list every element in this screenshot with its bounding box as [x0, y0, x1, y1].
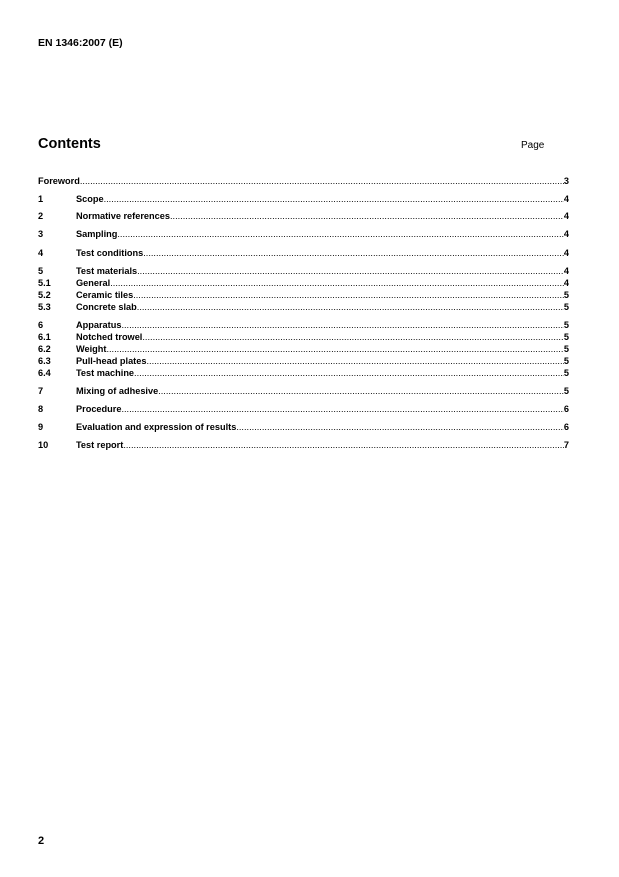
toc-entry[interactable] — [38, 332, 569, 343]
toc-entry[interactable] — [38, 320, 569, 331]
toc-entry-number: 5.1 — [38, 278, 51, 288]
toc-entry-number: 4 — [38, 248, 44, 258]
page-column-label: Page — [521, 140, 545, 151]
toc-entry[interactable] — [38, 266, 569, 277]
toc-entry-page: 4 — [563, 266, 569, 276]
toc-entry[interactable] — [38, 440, 569, 451]
toc-leader — [143, 248, 564, 259]
toc-leader — [121, 404, 563, 415]
toc-entry-number: 5.2 — [38, 290, 51, 300]
toc-leader — [106, 344, 563, 355]
toc-leader — [133, 290, 564, 301]
toc-entry-page: 5 — [563, 356, 569, 366]
toc-entry-page: 4 — [563, 248, 569, 258]
toc-entry-label[interactable]: Apparatus — [76, 320, 122, 330]
toc-leader — [104, 194, 564, 205]
toc-entry-page: 4 — [563, 229, 569, 239]
toc-entry-number: 3 — [38, 229, 44, 239]
toc-entry-label[interactable]: Test conditions — [76, 248, 144, 258]
toc-entry-label[interactable]: Pull-head plates — [76, 356, 147, 366]
toc-entry-number: 5.3 — [38, 302, 51, 312]
toc-entry-label[interactable]: Weight — [76, 344, 107, 354]
toc-entry[interactable] — [38, 386, 569, 397]
toc-entry[interactable] — [38, 211, 569, 222]
toc-leader — [142, 332, 564, 343]
toc-entry[interactable] — [38, 302, 569, 313]
toc-leader — [121, 320, 563, 331]
toc-entry-label[interactable]: Sampling — [76, 229, 118, 239]
toc-leader — [123, 440, 564, 451]
toc-entry[interactable] — [38, 368, 569, 379]
toc-leader — [236, 422, 564, 433]
toc-entry-page: 7 — [563, 440, 569, 450]
toc-entry-page: 3 — [563, 176, 569, 186]
toc-entry-label[interactable]: Evaluation and expression of results — [76, 422, 237, 432]
toc-entry-label[interactable]: Notched trowel — [76, 332, 143, 342]
toc-entry-number: 10 — [38, 440, 49, 450]
toc-entry[interactable] — [38, 278, 569, 289]
toc-entry-number: 6 — [38, 320, 44, 330]
toc-entry-page: 5 — [563, 386, 569, 396]
toc-entry[interactable] — [38, 194, 569, 205]
toc-entry-number: 9 — [38, 422, 44, 432]
toc-entry-number: 6.3 — [38, 356, 51, 366]
toc-entry-label[interactable]: General — [76, 278, 111, 288]
page-number: 2 — [38, 835, 45, 847]
toc-entry[interactable] — [38, 229, 569, 240]
toc-leader — [80, 176, 564, 187]
toc-entry-number: 6.1 — [38, 332, 51, 342]
toc-entry[interactable] — [38, 422, 569, 433]
document-id: EN 1346:2007 (E) — [38, 37, 123, 49]
toc-entry[interactable] — [38, 344, 569, 355]
toc-entry-page: 5 — [563, 332, 569, 342]
toc-entry-page: 5 — [563, 290, 569, 300]
toc-entry-page: 5 — [563, 368, 569, 378]
toc-entry[interactable] — [38, 176, 569, 187]
toc-entry-page: 6 — [563, 422, 569, 432]
toc-entry-label[interactable]: Ceramic tiles — [76, 290, 134, 300]
toc-entry-label[interactable]: Test materials — [76, 266, 138, 276]
toc-entry[interactable] — [38, 404, 569, 415]
toc-entry-number: 7 — [38, 386, 44, 396]
contents-title: Contents — [38, 136, 101, 152]
toc-leader — [110, 278, 564, 289]
toc-entry-label[interactable]: Scope — [76, 194, 104, 204]
toc-entry-label[interactable]: Foreword — [38, 176, 80, 186]
toc-entry-label[interactable]: Test report — [76, 440, 124, 450]
toc-leader — [170, 211, 564, 222]
toc-entry-number: 5 — [38, 266, 44, 276]
toc-entry-page: 6 — [563, 404, 569, 414]
toc-entry-label[interactable]: Test machine — [76, 368, 135, 378]
toc-entry-page: 4 — [563, 211, 569, 221]
toc-entry-number: 8 — [38, 404, 44, 414]
toc-entry-number: 1 — [38, 194, 44, 204]
toc-entry[interactable] — [38, 290, 569, 301]
toc-entry-page: 4 — [563, 194, 569, 204]
toc-leader — [117, 229, 564, 240]
toc-entry[interactable] — [38, 356, 569, 367]
toc-entry[interactable] — [38, 248, 569, 259]
toc-entry-page: 5 — [563, 320, 569, 330]
toc-entry-page: 5 — [563, 344, 569, 354]
toc-leader — [146, 356, 563, 367]
toc-entry-page: 5 — [563, 302, 569, 312]
toc-entry-page: 4 — [563, 278, 569, 288]
toc-entry-number: 6.2 — [38, 344, 51, 354]
toc-entry-label[interactable]: Mixing of adhesive — [76, 386, 159, 396]
toc-leader — [134, 368, 564, 379]
toc-entry-label[interactable]: Procedure — [76, 404, 122, 414]
toc-entry-label[interactable]: Normative references — [76, 211, 170, 221]
toc-leader — [137, 302, 564, 313]
toc-entry-number: 6.4 — [38, 368, 51, 378]
toc-entry-label[interactable]: Concrete slab — [76, 302, 137, 312]
toc-leader — [137, 266, 564, 277]
toc-entry-number: 2 — [38, 211, 44, 221]
toc-leader — [158, 386, 564, 397]
